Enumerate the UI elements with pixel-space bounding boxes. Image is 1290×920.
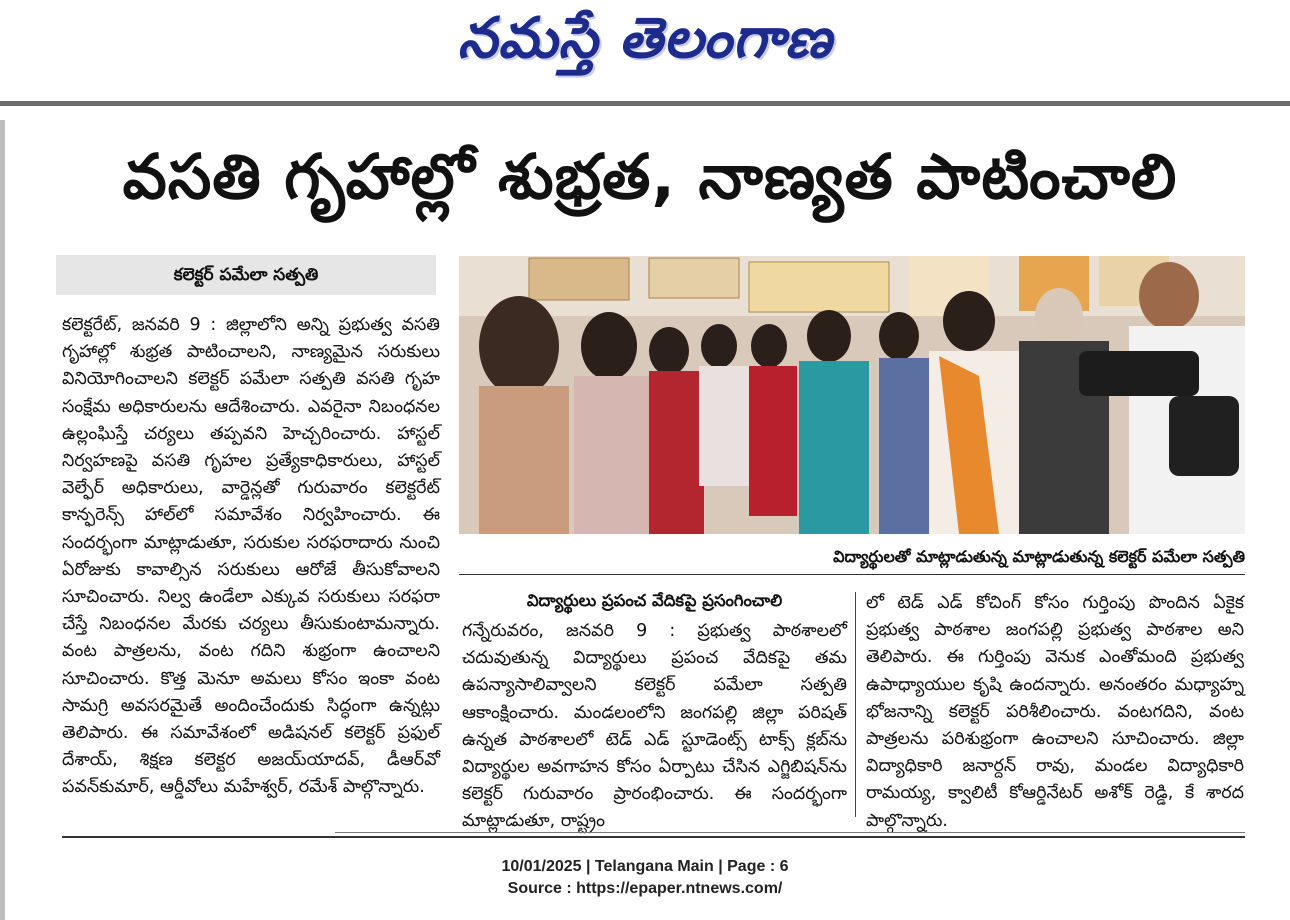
newspaper-logo: నమస్తే తెలంగాణ <box>457 6 833 71</box>
footer-edition-info: 10/01/2025 | Telangana Main | Page : 6 <box>501 858 789 875</box>
photo-caption: విద్యార్థులతో మాట్లాడుతున్న మాట్లాడుతున్న కలెక్టర్ పమేలా సత్పతి <box>459 540 1245 575</box>
byline-box: కలెక్టర్ పమేలా సత్పతి <box>56 255 436 295</box>
news-photo-image <box>459 256 1245 534</box>
article-right-column: లో టెడ్ ఎడ్ కోచింగ్ కోసం గుర్తింపు పొందిన ఏకైక ప్రభుత్వ పాఠశాల జంగపల్లి ప్రభుత్వ పాఠశాల అని తెలిపారు. ఈ గుర్తింపు వెనుక ఎంతోమంది ప్రభుత్వ ఉపాధ్యాయుల కృషి ఉందన్నారు. అనంతరం మధ్యాహ్న భోజనాన్ని కలెక్టర్ పరిశీలించారు. వంటగదిని, వంట పాత్రలను పరిశుభ్రంగా ఉంచాలని సూచించారు. జిల్లా విద్యాధికారి జనార్దన్ రావు, మండల విద్యాధికారి రామయ్య, క్వాలిటీ కోఆర్డినేటర్ అశోక్ రెడ్డి, కే శారద పాల్గొన్నారు. <box>866 593 1244 831</box>
page-left-border <box>0 120 5 920</box>
article-headline: వసతి గృహాల్లో శుభ్రత, నాణ్యత పాటించాలి <box>122 140 1178 213</box>
page-footer <box>0 856 1290 900</box>
masthead <box>0 0 1290 100</box>
footer-source-link[interactable]: Source : https://epaper.ntnews.com/ <box>507 880 783 897</box>
article-bottom-rule <box>62 836 1245 838</box>
masthead-divider <box>0 101 1290 106</box>
column-divider <box>855 592 856 817</box>
article-mid-column: గన్నేరువరం, జనవరి 9 : ప్రభుత్వ పాఠశాలలో చదువుతున్న విద్యార్థులు ప్రపంచ వేదికపై తమ ఉపన్యాసాలివ్వాలని కలెక్టర్ పమేలా సత్పతి ఆకాంక్షించారు. మండలంలోని జంగపల్లి జిల్లా పరిషత్ ఉన్నత పాఠశాలలో టెడ్ ఎడ్ స్టూడెంట్స్ టాక్స్ క్లబ్‌ను విద్యార్థుల అవగాహన కోసం ఏర్పాటు చేసిన ఎగ్జిబిషన్‌ను కలెక్టర్ గురువారం ప్రారంభించారు. ఈ సందర్భంగా మాట్లాడుతూ, రాష్ట్రం <box>462 621 847 832</box>
article-bottom-rule-thin <box>335 832 1245 833</box>
sub-article-title: విద్యార్థులు ప్రపంచ వేదికపై ప్రసంగించాలి <box>526 591 783 610</box>
article-left-column: కలెక్టరేట్, జనవరి 9 : జిల్లాలోని అన్ని ప్రభుత్వ వసతి గృహాల్లో శుభ్రత పాటించాలని, నాణ్యమైన సరుకులు వినియోగించాలని కలెక్టర్ పమేలా సత్పతి వసతి గృహ సంక్షేమ అధికారులను ఆదేశించారు. ఎవరైనా నిబంధనల ఉల్లంఘిస్తే చర్యలు తప్పవని హెచ్చరించారు. హాస్టల్ నిర్వహణపై వసతి గృహల ప్రత్యేకాధికారులు, హాస్టల్ వెల్ఫేర్ అధికారులు, వార్డెన్లతో గురువారం కలెక్టరేట్ కాన్ఫరెన్స్ హాల్‌లో సమావేశం నిర్వహించారు. ఈ సందర్భంగా మాట్లాడుతూ, సరుకుల సరఫరాదారు నుంచి ఏరోజుకు కావాల్సిన సరుకులు ఆరోజే తీసుకోవాలని సూచించారు. నిల్వ ఉండేలా ఎక్కువ సరుకులు సరఫరా చేస్తే నిబంధనల మేరకు చర్యలు తీసుకుంటామన్నారు. వంట పాత్రలను, వంట గదిని శుభ్రంగా ఉంచాలని సూచించారు. కొత్త మెనూ అమలు కోసం ఇంకా వంట సామగ్రి అవసరమైతే అందించేందుకు సిద్ధంగా ఉన్నట్లు తెలిపారు. ఈ సమావేశంలో అడిషనల్ కలెక్టర్ ప్రఫుల్ దేశాయ్, శిక్షణ కలెక్టర అజయ్‌యాదవ్, డీఆర్‌వో పవన్‌కుమార్, ఆర్డీవోలు మహేశ్వర్, రమేశ్ పాల్గొన్నారు. <box>62 315 440 798</box>
news-photo <box>459 256 1245 534</box>
